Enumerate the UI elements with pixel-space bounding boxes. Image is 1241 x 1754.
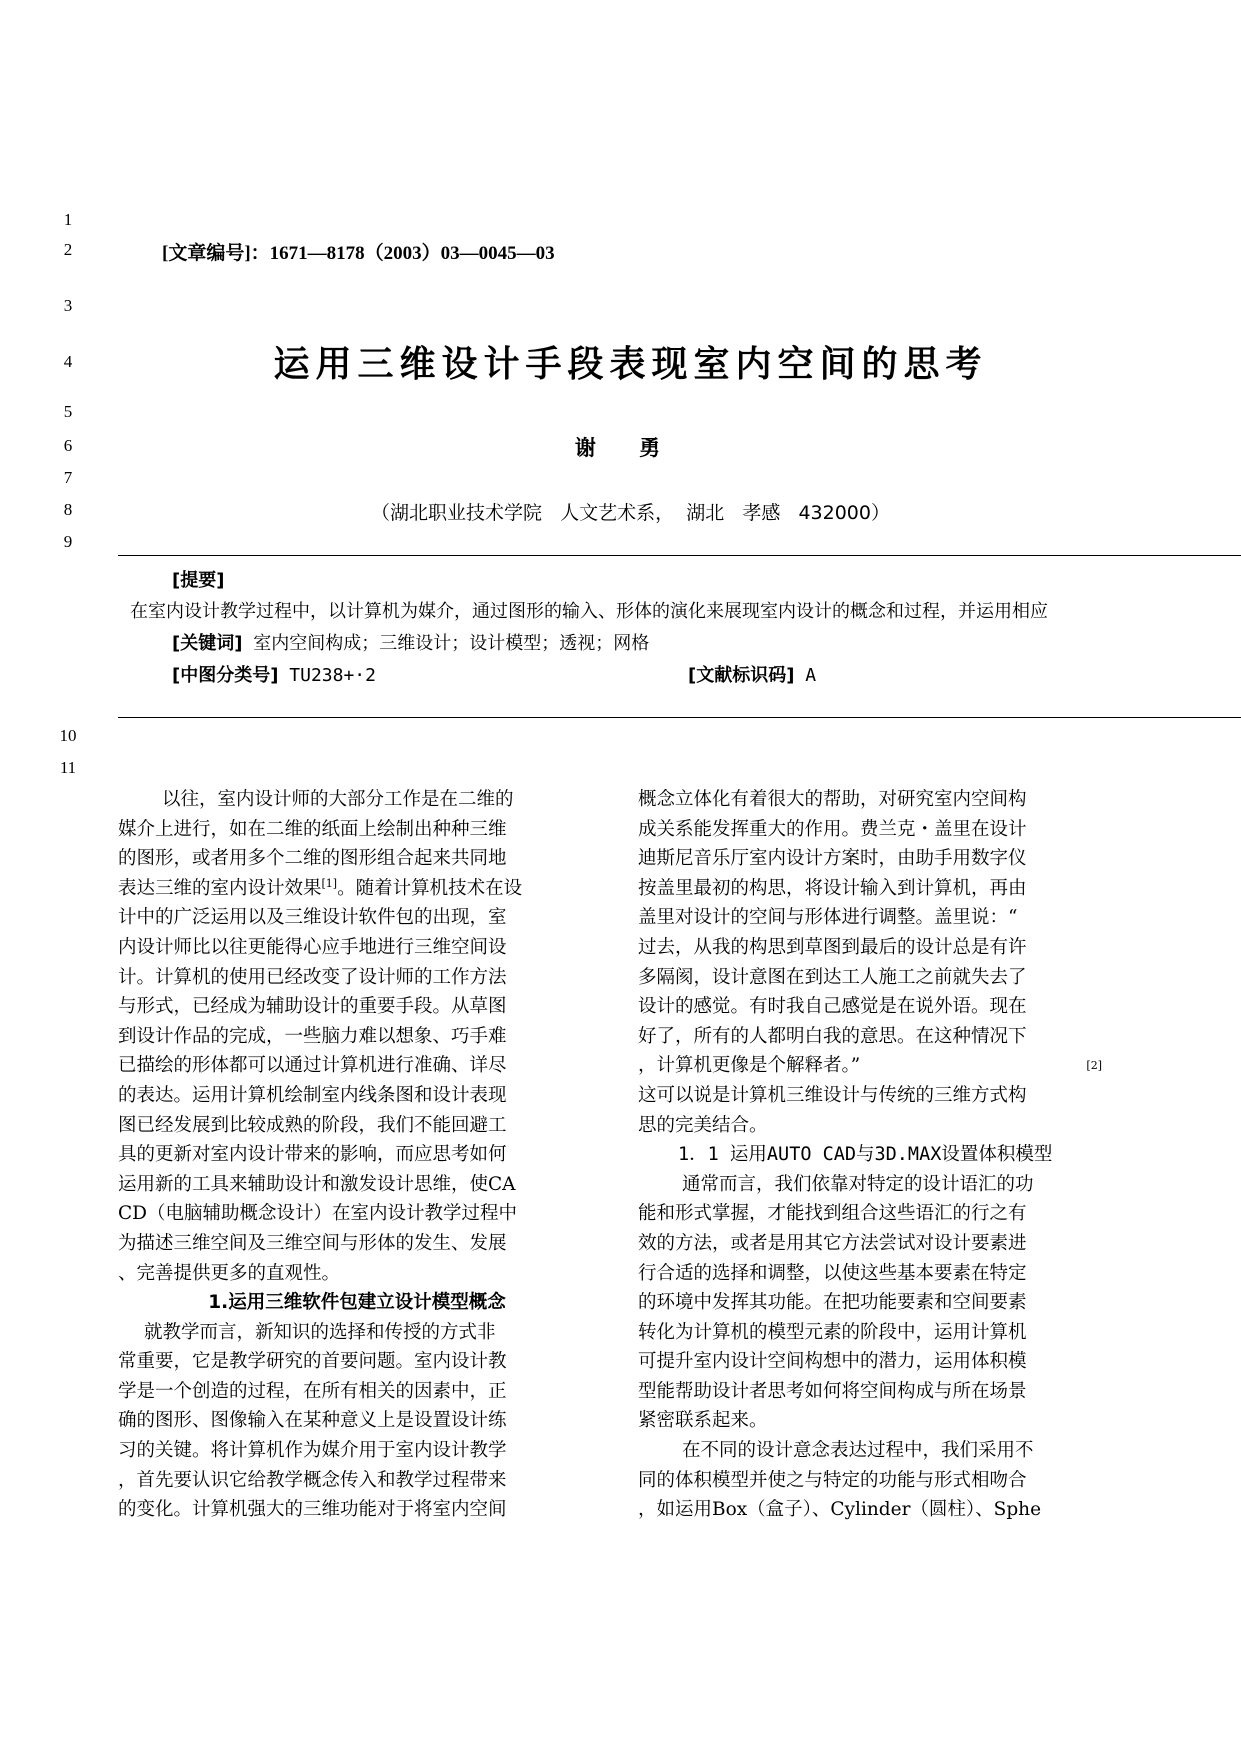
line-number: 5 bbox=[63, 402, 73, 421]
body-line: 多隔阂，设计意图在到达工人施工之前就失去了 bbox=[638, 966, 1027, 988]
body-line: 在不同的设计意念表达过程中，我们采用不 bbox=[682, 1440, 1034, 1462]
body-line: 的表达。运用计算机绘制室内线条图和设计表现 bbox=[118, 1084, 507, 1106]
author: 谢 勇 bbox=[574, 435, 679, 460]
body-line bbox=[638, 1051, 1108, 1081]
left-column bbox=[118, 785, 596, 1525]
citation[interactable]: [1] bbox=[321, 876, 338, 890]
abstract-text: 在室内设计教学过程中，以计算机为媒介，通过图形的输入、形体的演化来展现室内设计的概念和过程，并运用相应 bbox=[130, 601, 1048, 622]
line-number: 9 bbox=[63, 532, 73, 551]
body-line: 计中的广泛运用以及三维设计软件包的出现，室 bbox=[118, 907, 507, 929]
body-line: 转化为计算机的模型元素的阶段中，运用计算机 bbox=[638, 1321, 1027, 1343]
line-number: 8 bbox=[63, 500, 73, 519]
body-line: 已描绘的形体都可以通过计算机进行准确、详尽 bbox=[118, 1055, 507, 1077]
bottom-rule bbox=[118, 717, 1241, 718]
body-line: ，如运用Box（盒子）、Cylinder（圆柱）、Sphe bbox=[638, 1499, 1042, 1521]
line-number: 3 bbox=[63, 296, 73, 315]
body-line: 内设计师比以往更能得心应手地进行三维空间设 bbox=[118, 936, 507, 958]
body-line: 图已经发展到比较成熟的阶段，我们不能回避工 bbox=[118, 1114, 507, 1136]
body-line: 的变化。计算机强大的三维功能对于将室内空间 bbox=[118, 1499, 507, 1521]
subsection-heading: 1．1 运用AUTO CAD与3D.MAX设置体积模型 bbox=[678, 1144, 1053, 1166]
affiliation: （湖北职业技术学院 人文艺术系， 湖北 孝感 432000） bbox=[371, 502, 890, 524]
body-line: 运用新的工具来辅助设计和激发设计思维，使CA bbox=[118, 1173, 516, 1195]
body-line: 为描述三维空间及三维空间与形体的发生、发展 bbox=[118, 1232, 507, 1254]
body-line: 媒介上进行，如在二维的纸面上绘制出种种三维 bbox=[118, 818, 507, 840]
body-line: 效的方法，或者是用其它方法尝试对设计要素进 bbox=[638, 1232, 1027, 1254]
body-line: 的环境中发挥其功能。在把功能要素和空间要素 bbox=[638, 1292, 1027, 1314]
line-number: 6 bbox=[63, 436, 73, 455]
body-line: 计。计算机的使用已经改变了设计师的工作方法 bbox=[118, 966, 507, 988]
section-heading: 1.运用三维软件包建立设计模型概念 bbox=[208, 1292, 506, 1314]
body-line: 盖里对设计的空间与形体进行调整。盖里说：“ bbox=[638, 907, 1018, 929]
body-text: 。随着计算机技术在设 bbox=[337, 877, 523, 899]
document-code-value: A bbox=[794, 665, 817, 686]
body-line: ，首先要认识它给教学概念传入和教学过程带来 bbox=[118, 1469, 507, 1491]
body-line: 可提升室内设计空间构想中的潜力，运用体积模 bbox=[638, 1351, 1027, 1373]
document-code bbox=[688, 661, 816, 687]
body-line: 的图形，或者用多个二维的图形组合起来共同地 bbox=[118, 848, 507, 870]
body-line: 型能帮助设计者思考如何将空间构成与所在场景 bbox=[638, 1380, 1027, 1402]
keywords bbox=[172, 629, 649, 655]
line-number: 10 bbox=[59, 726, 77, 745]
body-line: 过去，从我的构思到草图到最后的设计总是有许 bbox=[638, 936, 1027, 958]
body-line: 按盖里最初的构思，将设计输入到计算机，再由 bbox=[638, 877, 1027, 899]
line-number: 11 bbox=[59, 758, 77, 777]
body-line: 以往，室内设计师的大部分工作是在二维的 bbox=[162, 789, 514, 810]
keywords-label: [关键词] bbox=[172, 633, 243, 654]
body-line: 同的体积模型并使之与特定的功能与形式相吻合 bbox=[638, 1469, 1027, 1491]
citation[interactable]: [2] bbox=[1086, 1059, 1102, 1073]
line-number: 4 bbox=[63, 352, 73, 371]
abstract-label: [提要] bbox=[172, 570, 225, 591]
body-text: ，计算机更像是个解释者。” bbox=[638, 1055, 861, 1077]
classification-value: TU238+·2 bbox=[278, 665, 376, 686]
body-line: 紧密联系起来。 bbox=[638, 1410, 768, 1432]
body-line: 就教学而言，新知识的选择和传授的方式非 bbox=[144, 1321, 496, 1343]
body-line: CD（电脑辅助概念设计）在室内设计教学过程中 bbox=[118, 1203, 517, 1225]
body-line bbox=[118, 874, 596, 904]
top-rule bbox=[118, 555, 1241, 556]
body-line: 到设计作品的完成，一些脑力难以想象、巧手难 bbox=[118, 1025, 507, 1047]
line-number: 1 bbox=[63, 210, 73, 229]
body-line: 设计的感觉。有时我自己感觉是在说外语。现在 bbox=[638, 996, 1027, 1018]
body-line: 学是一个创造的过程，在所有相关的因素中，正 bbox=[118, 1380, 507, 1402]
article-number: [文章编号]：1671—8178（2003）03—0045—03 bbox=[162, 243, 555, 264]
line-number: 2 bbox=[63, 240, 73, 259]
body-line: 与形式，已经成为辅助设计的重要手段。从草图 bbox=[118, 996, 507, 1018]
line-number: 7 bbox=[63, 468, 73, 487]
paper-title: 运用三维设计手段表现室内空间的思考 bbox=[273, 343, 988, 385]
keywords-text: 室内空间构成；三维设计；设计模型；透视；网格 bbox=[242, 633, 650, 654]
body-line: 好了，所有的人都明白我的意思。在这种情况下 bbox=[638, 1025, 1027, 1047]
body-line: 常重要，它是教学研究的首要问题。室内设计教 bbox=[118, 1351, 507, 1373]
body-line: 概念立体化有着很大的帮助，对研究室内空间构 bbox=[638, 789, 1027, 810]
body-line: 成关系能发挥重大的作用。费兰克・盖里在设计 bbox=[638, 818, 1027, 840]
body-text: 表达三维的室内设计效果 bbox=[118, 877, 322, 899]
body-line: 、完善提供更多的直观性。 bbox=[118, 1262, 341, 1284]
body-line: 通常而言，我们依靠对特定的设计语汇的功 bbox=[682, 1173, 1034, 1195]
classification-label: [中图分类号] bbox=[172, 665, 279, 686]
body-line: 习的关键。将计算机作为媒介用于室内设计教学 bbox=[118, 1440, 507, 1462]
body-line: 这可以说是计算机三维设计与传统的三维方式构 bbox=[638, 1084, 1027, 1106]
body-line: 能和形式掌握，才能找到组合这些语汇的行之有 bbox=[638, 1203, 1027, 1225]
document-code-label: [文献标识码] bbox=[688, 665, 795, 686]
body-line: 思的完美结合。 bbox=[638, 1114, 768, 1136]
body-line: 迪斯尼音乐厅室内设计方案时，由助手用数字仪 bbox=[638, 848, 1027, 870]
body-line: 具的更新对室内设计带来的影响，而应思考如何 bbox=[118, 1144, 507, 1166]
body-line: 行合适的选择和调整，以使这些基本要素在特定 bbox=[638, 1262, 1027, 1284]
body-line: 确的图形、图像输入在某种意义上是设置设计练 bbox=[118, 1410, 507, 1432]
classification bbox=[172, 661, 376, 687]
right-column bbox=[638, 785, 1108, 1525]
